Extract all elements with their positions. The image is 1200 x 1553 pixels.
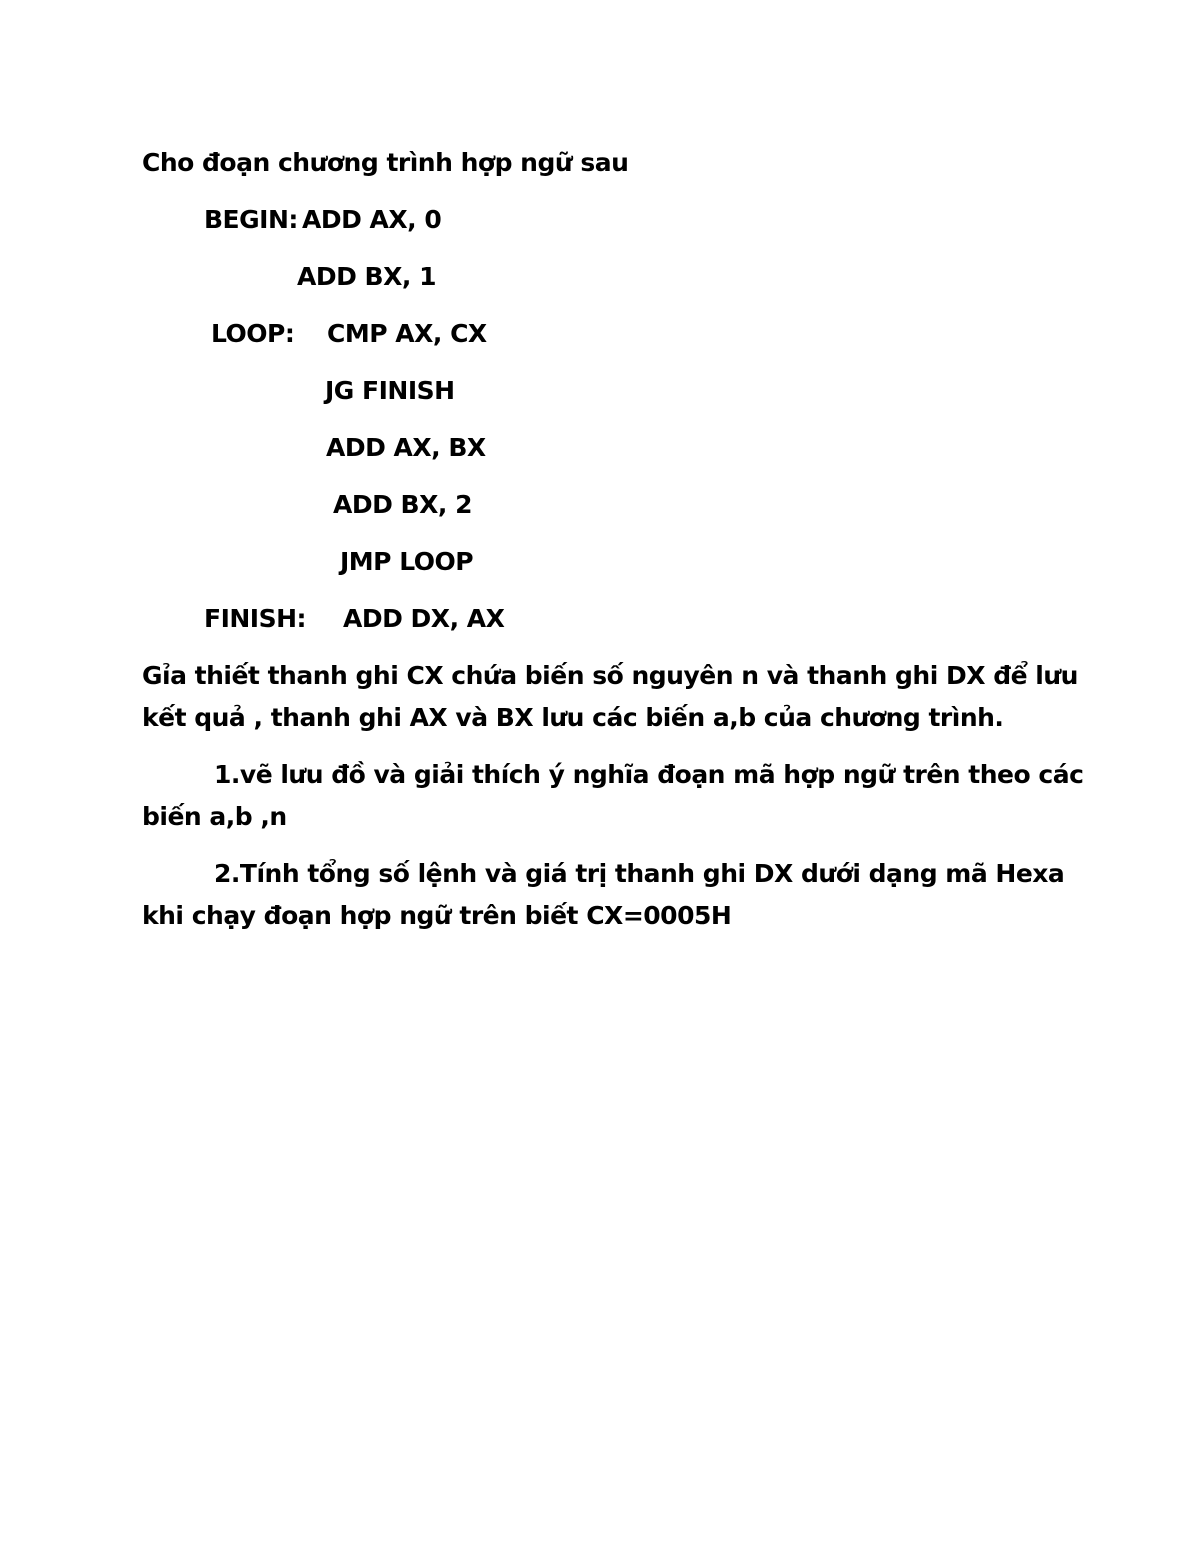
intro-text: Cho đoạn chương trình hợp ngữ sau <box>142 148 629 177</box>
code-instruction: CMP AX, CX <box>327 319 487 348</box>
question-2-line: 2.Tính tổng số lệnh và giá trị thanh ghi DX dưới dạng mã Hexa <box>214 859 1065 888</box>
question-2-line: khi chạy đoạn hợp ngữ trên biết CX=0005H <box>142 901 732 930</box>
code-instruction: JMP LOOP <box>340 547 474 576</box>
assumption-text-line: kết quả , thanh ghi AX và BX lưu các biến a,b của chương trình. <box>142 703 1004 732</box>
code-instruction: ADD AX, BX <box>326 433 486 462</box>
question-1-line: 1.vẽ lưu đồ và giải thích ý nghĩa đoạn mã hợp ngữ trên theo các <box>214 760 1084 789</box>
code-instruction: ADD BX, 1 <box>297 262 436 291</box>
assumption-text-line: Gỉa thiết thanh ghi CX chứa biến số nguyên n và thanh ghi DX để lưu <box>142 661 1078 690</box>
question-1-line: biến a,b ,n <box>142 802 287 831</box>
code-instruction: JG FINISH <box>325 376 455 405</box>
code-instruction: ADD DX, AX <box>343 604 505 633</box>
code-instruction: ADD BX, 2 <box>333 490 472 519</box>
code-instruction: ADD AX, 0 <box>302 205 442 234</box>
code-label-loop: LOOP: <box>211 319 295 348</box>
code-label-finish: FINISH: <box>204 604 307 633</box>
code-label-begin: BEGIN: <box>204 205 298 234</box>
